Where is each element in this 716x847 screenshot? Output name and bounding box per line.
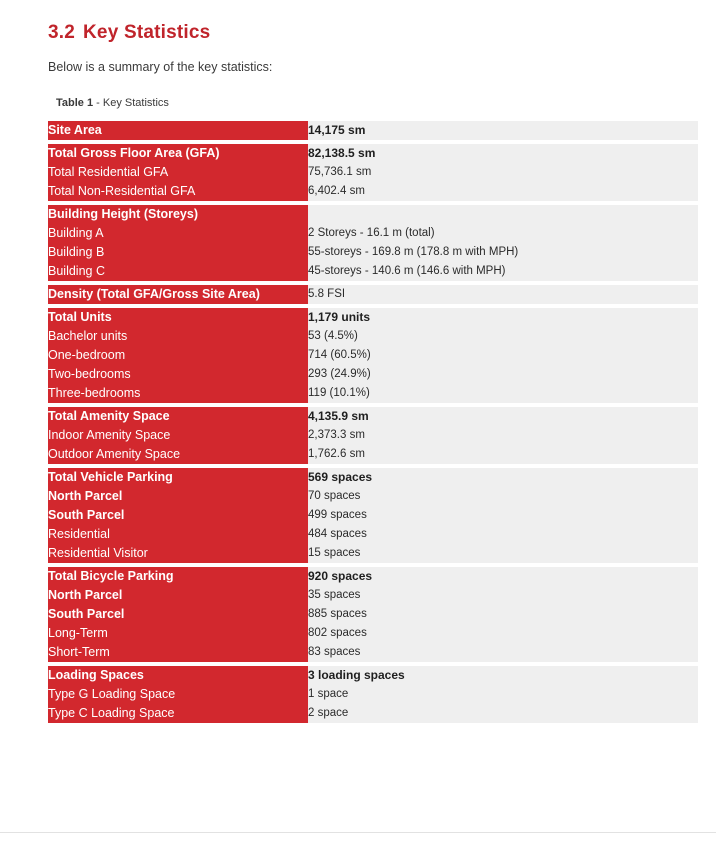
row-label: Type G Loading Space [48, 687, 176, 702]
table-row [48, 308, 698, 403]
table-row-label-cell [48, 285, 308, 304]
table-row-value-cell [308, 567, 698, 662]
table-row-label-cell [48, 468, 308, 563]
row-label: Site Area [48, 123, 102, 138]
row-label: Short-Term [48, 645, 110, 660]
row-label: Loading Spaces [48, 668, 144, 683]
row-label: Indoor Amenity Space [48, 428, 171, 443]
intro-paragraph: Below is a summary of the key statistics: [48, 59, 273, 74]
row-label: One-bedroom [48, 348, 126, 363]
row-label: Residential [48, 527, 110, 542]
row-label: North Parcel [48, 489, 123, 504]
section-title: Key Statistics [83, 22, 211, 43]
table-row-value-cell [308, 468, 698, 563]
table-row-value-cell [308, 285, 698, 304]
row-value: 82,138.5 sm [308, 146, 376, 161]
page-title [48, 22, 694, 45]
row-value: 53 (4.5%) [308, 330, 358, 343]
row-label: Building A [48, 226, 104, 241]
table-row-label-cell [48, 567, 308, 662]
row-value: 2,373.3 sm [308, 429, 365, 442]
row-value: 2 Storeys - 16.1 m (total) [308, 227, 435, 240]
table-row [48, 666, 698, 723]
row-value: 1,179 units [308, 310, 371, 325]
row-label: Building C [48, 264, 105, 279]
table-row [48, 205, 698, 281]
row-value: 75,736.1 sm [308, 166, 372, 179]
row-label: South Parcel [48, 508, 125, 523]
table-row-value-cell [308, 205, 698, 281]
row-value: 569 spaces [308, 470, 373, 485]
row-value: 83 spaces [308, 646, 361, 659]
table-caption [56, 97, 694, 109]
row-value: 1 space [308, 688, 349, 701]
table-caption-text: - Key Statistics [96, 97, 169, 110]
row-label: Total Vehicle Parking [48, 470, 173, 485]
row-label: Total Bicycle Parking [48, 569, 174, 584]
row-value: 293 (24.9%) [308, 368, 371, 381]
table-row [48, 285, 698, 304]
row-label: Building Height (Storeys) [48, 207, 198, 222]
row-value: 1,762.6 sm [308, 448, 365, 461]
table-row-label-cell [48, 666, 308, 723]
row-label: Total Gross Floor Area (GFA) [48, 146, 220, 161]
table-row-value-cell [308, 407, 698, 464]
row-value: 499 spaces [308, 509, 367, 522]
row-value: 6,402.4 sm [308, 185, 365, 198]
table-row-value-cell [308, 144, 698, 201]
row-value: 4,135.9 sm [308, 409, 369, 424]
row-value: 3 loading spaces [308, 668, 405, 683]
table-row-value-cell [308, 121, 698, 140]
row-label: Type C Loading Space [48, 706, 175, 721]
row-label: Residential Visitor [48, 546, 148, 561]
row-value: 714 (60.5%) [308, 349, 371, 362]
row-label: Total Residential GFA [48, 165, 169, 180]
row-label: Density (Total GFA/Gross Site Area) [48, 287, 260, 302]
row-value: 5.8 FSI [308, 288, 346, 301]
row-label: Long-Term [48, 626, 108, 641]
table-row [48, 567, 698, 662]
row-value: 119 (10.1%) [308, 387, 370, 400]
row-value: 35 spaces [308, 589, 361, 602]
row-label: Total Amenity Space [48, 409, 170, 424]
table-row [48, 468, 698, 563]
row-value: 920 spaces [308, 569, 373, 584]
row-value: 885 spaces [308, 608, 367, 621]
table-row [48, 144, 698, 201]
section-number: 3.2 [48, 22, 76, 43]
table-row-value-cell [308, 666, 698, 723]
row-label: North Parcel [48, 588, 123, 603]
row-label: South Parcel [48, 607, 125, 622]
row-value: 484 spaces [308, 528, 367, 541]
row-label: Building B [48, 245, 105, 260]
row-label: Bachelor units [48, 329, 128, 344]
table-body [48, 121, 698, 723]
row-label: Outdoor Amenity Space [48, 447, 181, 462]
row-label: Two-bedrooms [48, 367, 131, 382]
table-row-label-cell [48, 205, 308, 281]
table-row [48, 121, 698, 140]
value-spacer [308, 205, 698, 224]
row-value: 802 spaces [308, 627, 367, 640]
table-row-label-cell [48, 121, 308, 140]
row-value: 45-storeys - 140.6 m (146.6 with MPH) [308, 265, 506, 278]
table-row-label-cell [48, 308, 308, 403]
table-row [48, 407, 698, 464]
row-value: 15 spaces [308, 547, 361, 560]
row-label: Total Units [48, 310, 112, 325]
table-row-label-cell [48, 144, 308, 201]
key-statistics-table [48, 117, 698, 727]
row-value: 14,175 sm [308, 123, 366, 138]
table-caption-label: Table 1 [56, 97, 94, 110]
table-row-value-cell [308, 308, 698, 403]
row-value: 70 spaces [308, 490, 361, 503]
row-value: 55-storeys - 169.8 m (178.8 m with MPH) [308, 246, 519, 259]
table-row-label-cell [48, 407, 308, 464]
row-label: Three-bedrooms [48, 386, 141, 401]
row-value: 2 space [308, 707, 349, 720]
row-label: Total Non-Residential GFA [48, 184, 196, 199]
page-bottom-rule [0, 832, 716, 847]
